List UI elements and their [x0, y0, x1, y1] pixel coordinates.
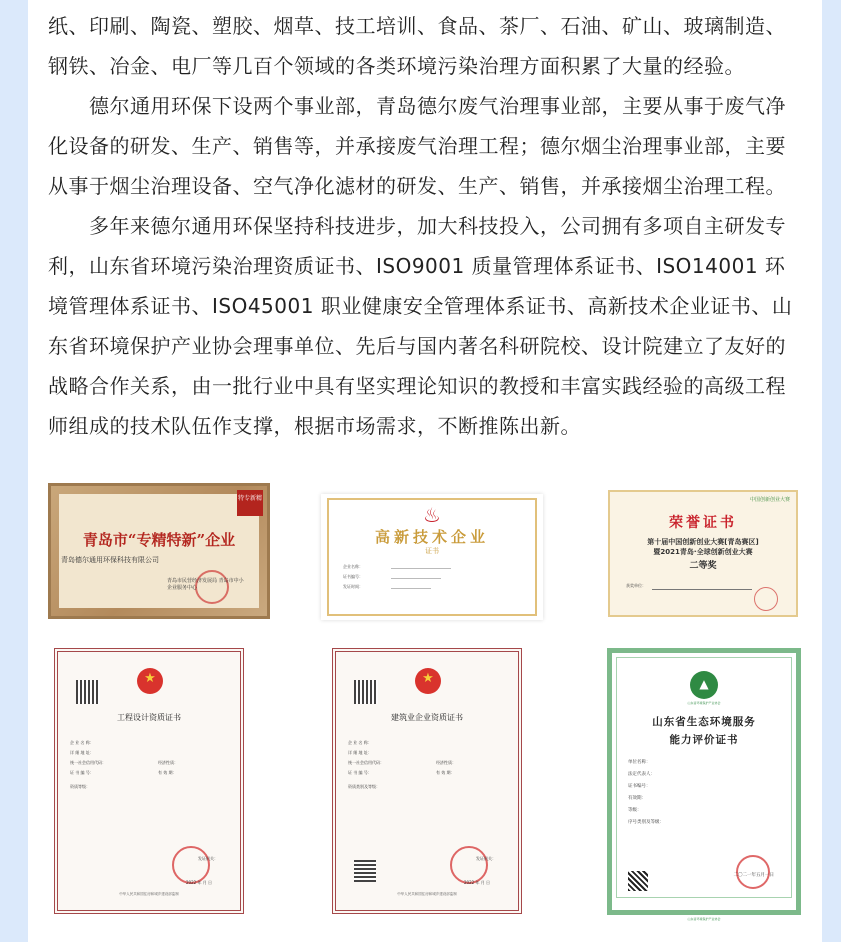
certificate-zhuanjingtexin	[48, 483, 270, 619]
certificate-issuer: 发证机关：	[476, 856, 496, 861]
certificate-field: 发证时间：	[343, 584, 363, 589]
certificate-field: 有 效 期：	[158, 770, 177, 775]
certificate-field: 企 业 名 称：	[348, 740, 372, 745]
certificate-field: 法定代表人：	[628, 772, 655, 777]
qr-code-icon	[354, 860, 376, 882]
certificate-title: 青岛市“专精特新”企业	[82, 531, 236, 549]
certificate-rongyu	[608, 490, 798, 617]
article-line: 从事于烟尘治理设备、空气净化滤材的研发、生产、销售，并承接烟尘治理工程。	[48, 174, 786, 198]
national-emblem-icon	[137, 668, 163, 694]
seal-icon	[754, 587, 778, 611]
certificate-date: 2022 年 月 日	[186, 880, 212, 885]
article-line: 利，山东省环境污染治理资质证书、ISO9001 质量管理体系证书、ISO14001 环	[48, 254, 786, 278]
certificate-field: 序号类别及等级：	[628, 820, 664, 825]
national-emblem-icon	[415, 668, 441, 694]
certificate-holder: 青岛德尔通用环保科技有限公司	[61, 556, 159, 564]
certificate-field: 资质等级：	[70, 784, 90, 789]
certificate-field: 证 书 编 号：	[348, 770, 372, 775]
certificate-field: 详 细 地 址：	[348, 750, 372, 755]
certificate-field: 企业名称：	[343, 564, 363, 569]
article-line: 多年来德尔通用环保坚持科技进步，加大科技投入，公司拥有多项自主研发专	[48, 214, 786, 238]
certificate-field: 企 业 名 称：	[70, 740, 94, 745]
competition-logo: 中国创新创业大赛	[749, 497, 790, 503]
certificate-title: 山东省生态环境服务	[652, 716, 756, 728]
certificate-field: 统一社会信用代码：	[348, 760, 384, 765]
certificate-title: 高新技术企业	[374, 528, 489, 546]
article-line: 战略合作关系，由一批行业中具有坚实理论知识的教授和丰富实践经验的高级工程	[48, 374, 786, 398]
holder-underline	[652, 589, 752, 590]
certificate-field: 详 细 地 址：	[70, 750, 94, 755]
qr-code-icon	[354, 680, 378, 704]
certificate-holder: 获奖单位：	[626, 583, 646, 588]
seal-icon	[450, 846, 488, 884]
article-page	[28, 0, 822, 942]
certificate-date: 2022 年 月 日	[464, 880, 490, 885]
certificate-footer: 山东省环境保护产业协会	[687, 917, 721, 921]
certificate-title: 建筑业企业资质证书	[391, 713, 463, 722]
certificate-field: 证书编号：	[343, 574, 363, 579]
certificate-title: 能力评价证书	[669, 734, 739, 746]
certificate-issuer: 青岛市民营经济发展局 青岛市中小企业服务中心	[167, 578, 244, 591]
certificate-field: 资质类别及等级：	[348, 784, 380, 789]
award-level: 二等奖	[689, 561, 717, 571]
certificate-subtitle: 证书	[425, 547, 439, 555]
certificate-field: 有 效 期：	[436, 770, 455, 775]
certificate-date: 二〇二一年五月一日	[733, 873, 774, 878]
article-line: 纸、印刷、陶瓷、塑胶、烟草、技工培训、食品、茶厂、石油、矿山、玻璃制造、	[48, 14, 786, 38]
article-line: 化设备的研发、生产、销售等，并承接废气治理工程；德尔烟尘治理事业部，主要	[48, 134, 786, 158]
certificate-shengtai	[607, 648, 801, 921]
field-underline	[391, 588, 431, 589]
certificate-field: 有效期：	[628, 796, 646, 801]
certificate-line: 暨2021青岛·全球创新创业大赛	[653, 548, 753, 556]
field-underline	[391, 568, 451, 569]
zhuanjingtexin-badge: 特专新精	[237, 490, 263, 516]
certificate-issuer: 发证机关：	[198, 856, 218, 861]
torch-emblem-icon: ♨	[423, 503, 441, 527]
article-line: 德尔通用环保下设两个事业部，青岛德尔废气治理事业部，主要从事于废气净	[48, 94, 786, 118]
certificate-field: 证 书 编 号：	[70, 770, 94, 775]
certificate-title: 荣誉证书	[669, 515, 737, 531]
certificate-line: 第十届中国创新创业大赛[青岛赛区]	[647, 538, 759, 546]
certificate-field: 统一社会信用代码：	[70, 760, 106, 765]
qr-code-icon	[628, 871, 648, 891]
certificate-ministry: 中华人民共和国住房和城乡建设部监制	[397, 892, 457, 896]
seal-icon	[172, 846, 210, 884]
certificate-gaoxin	[321, 494, 543, 620]
article-line: 东省环境保护产业协会理事单位、先后与国内著名科研院校、设计院建立了友好的	[48, 334, 786, 358]
article-body	[48, 6, 808, 446]
environment-emblem-icon	[690, 671, 718, 699]
certificate-gongcheng-sheji	[54, 648, 244, 914]
article-line: 钢铁、冶金、电厂等几百个领域的各类环境污染治理方面积累了大量的经验。	[48, 54, 745, 78]
certificate-field: 等级：	[628, 808, 642, 813]
certificate-field: 证书编号：	[628, 784, 651, 789]
certificate-ministry: 中华人民共和国住房和城乡建设部监制	[119, 892, 179, 896]
certificate-jianzhu	[332, 648, 522, 914]
qr-code-icon	[76, 680, 100, 704]
association-logo-text: 山东省环境保护产业协会	[687, 701, 721, 705]
certificate-field: 单位名称：	[628, 760, 651, 765]
certificate-field: 经济性质：	[158, 760, 178, 765]
field-underline	[391, 578, 441, 579]
article-line: 师组成的技术队伍作支撑，根据市场需求，不断推陈出新。	[48, 414, 581, 438]
article-line: 境管理体系证书、ISO45001 职业健康安全管理体系证书、高新技术企业证书、山	[48, 294, 793, 318]
certificate-field: 经济性质：	[436, 760, 456, 765]
certificate-title: 工程设计资质证书	[117, 713, 181, 722]
